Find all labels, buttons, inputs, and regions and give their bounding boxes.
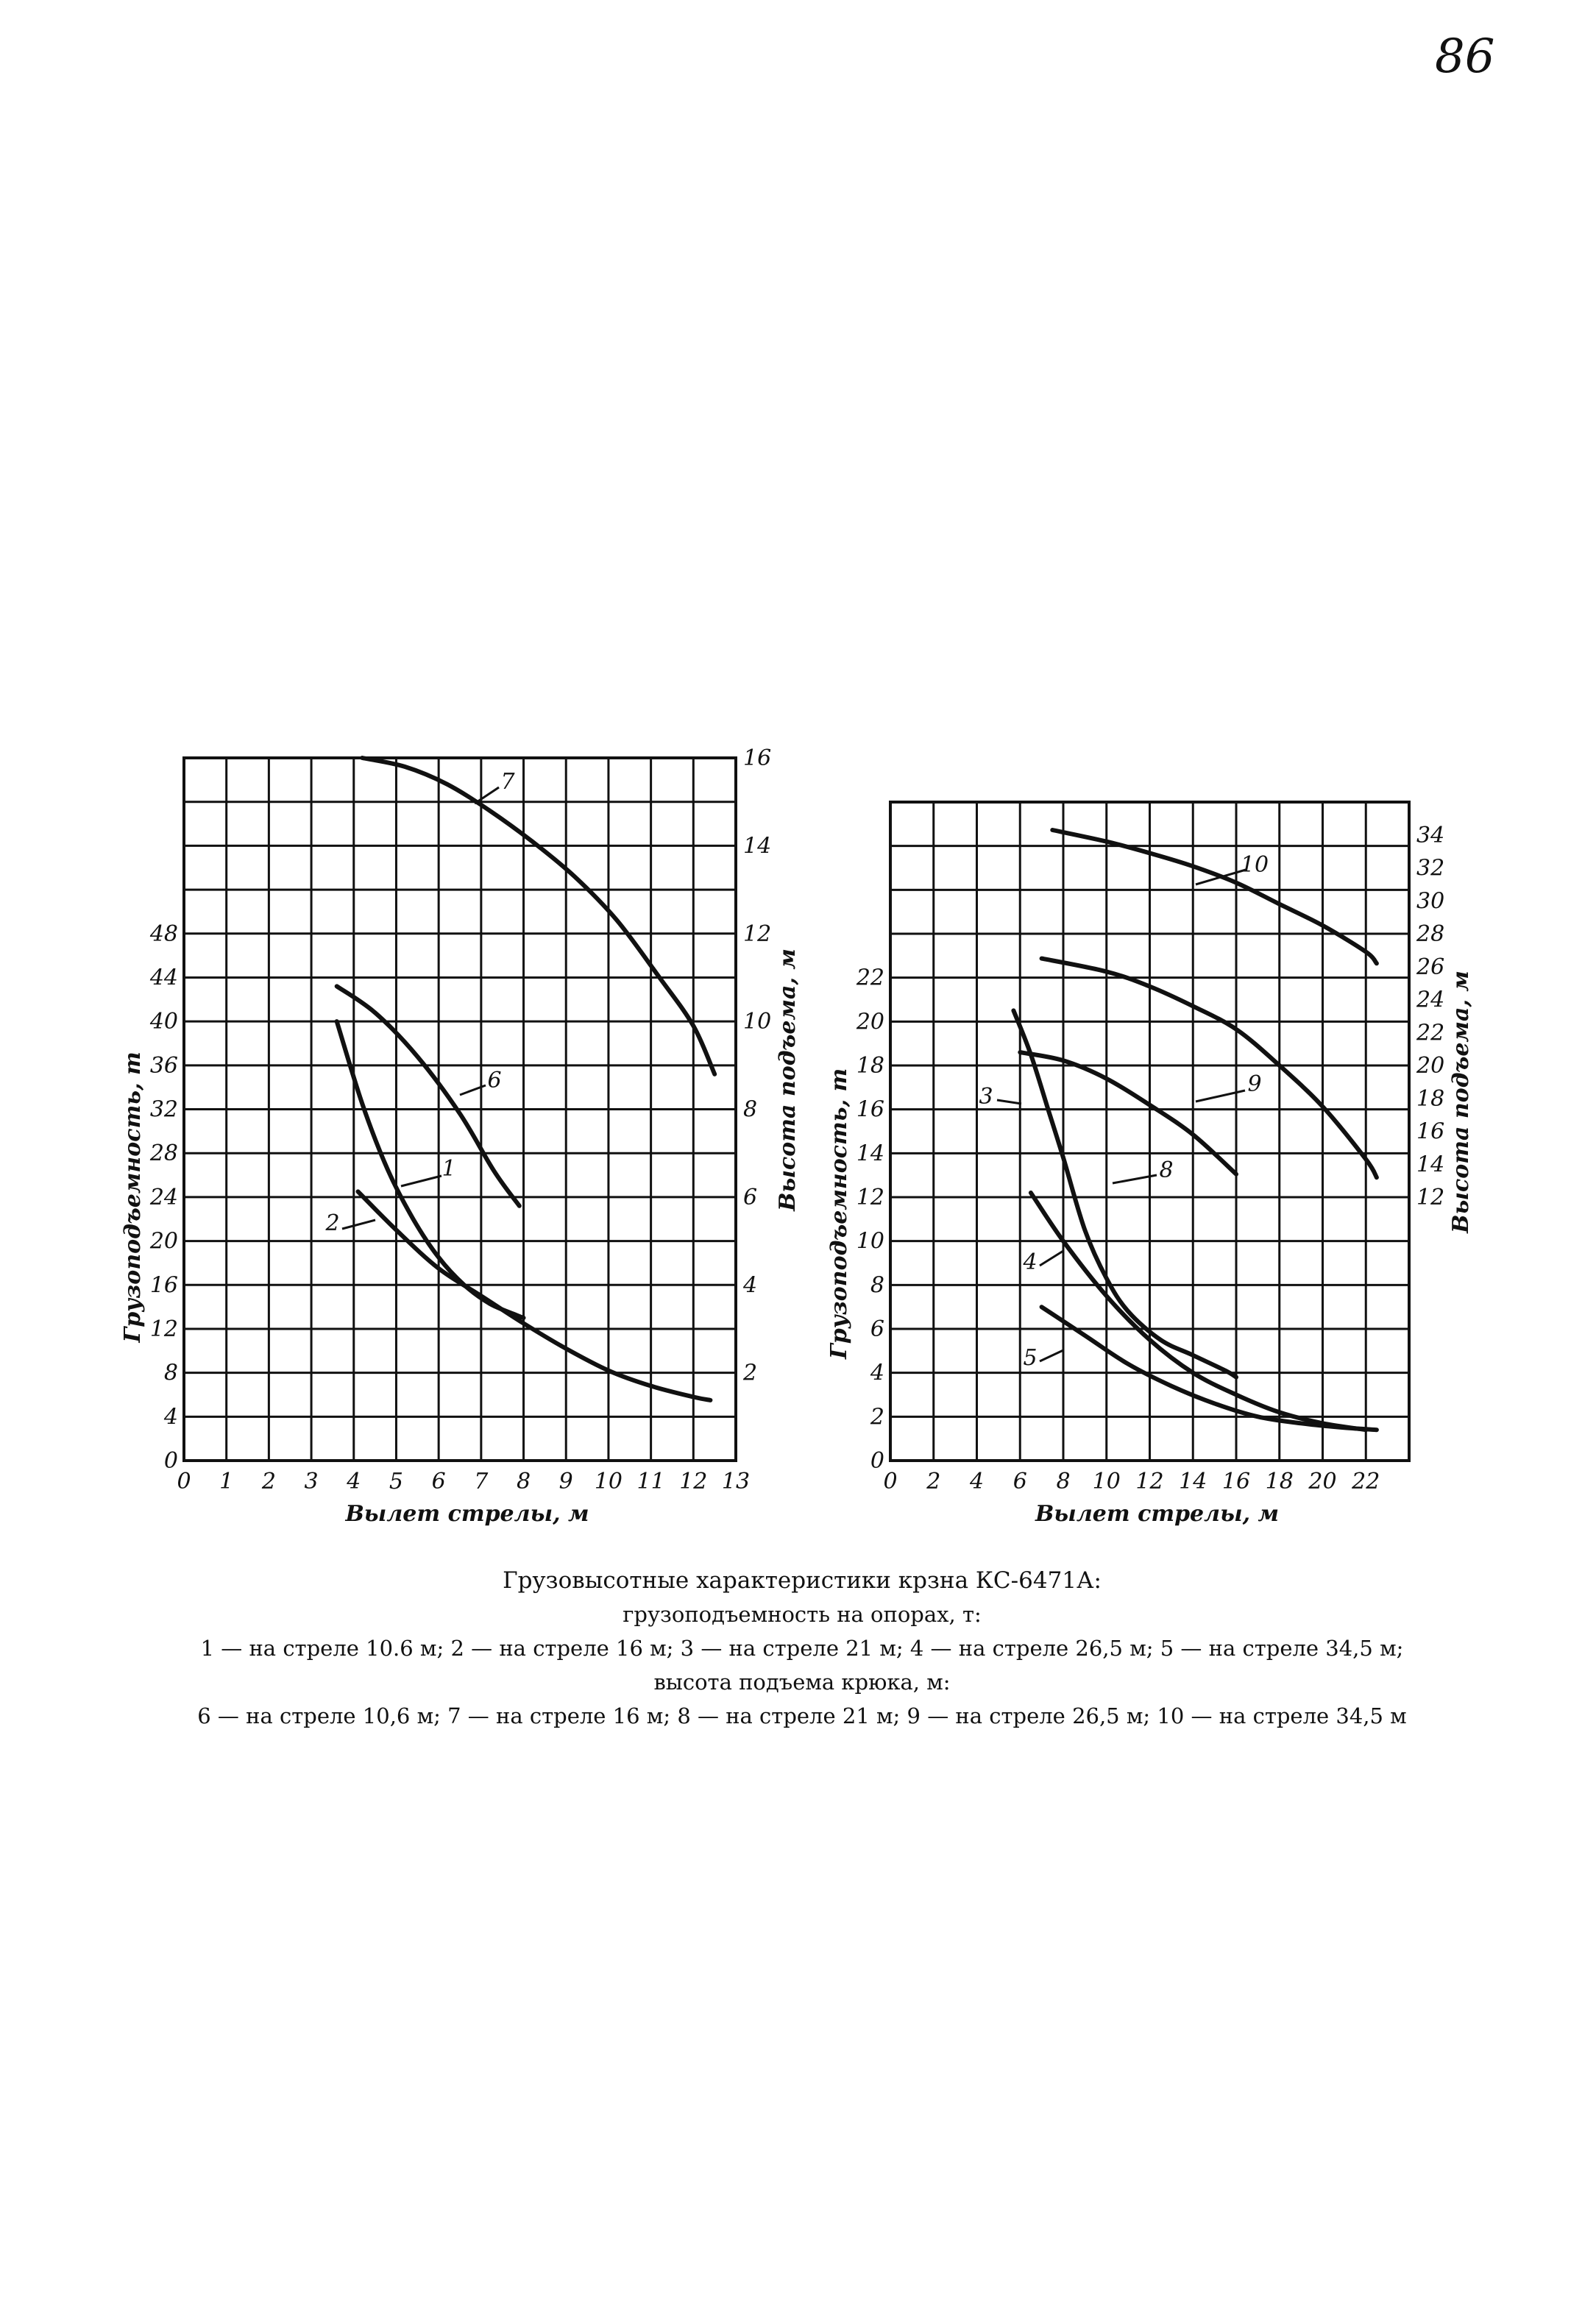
y-left-tick-label: 2 (870, 1404, 884, 1430)
x-tick-label: 12 (679, 1469, 708, 1494)
y-right-tick-label: 26 (1416, 954, 1445, 980)
x-tick-label: 6 (431, 1469, 446, 1494)
x-tick-label: 7 (474, 1469, 489, 1494)
x-tick-label: 13 (721, 1469, 751, 1494)
y-left-tick-label: 16 (856, 1096, 884, 1123)
curve-label-6: 6 (487, 1068, 502, 1093)
caption-height-heading: высота подъема крюка, м: (653, 1670, 951, 1695)
y-left-tick-label: 20 (856, 1009, 884, 1035)
y-right-tick-label: 8 (743, 1096, 758, 1123)
curve-leader-5 (1040, 1350, 1063, 1361)
y-left-tick-label: 12 (856, 1185, 884, 1210)
x-tick-label: 12 (1135, 1469, 1164, 1494)
curve-leader-2 (342, 1220, 375, 1229)
x-tick-label: 20 (1308, 1469, 1337, 1494)
x-tick-label: 2 (261, 1469, 276, 1494)
right-chart (826, 802, 1474, 1527)
y-right-tick-label: 14 (1416, 1152, 1445, 1178)
curve-5 (1042, 1307, 1377, 1430)
y-right-tick-label: 34 (1416, 822, 1445, 848)
y-left-tick-label: 44 (149, 965, 178, 991)
x-tick-label: 8 (516, 1469, 531, 1494)
y-left-tick-label: 6 (870, 1316, 884, 1342)
x-tick-label: 1 (219, 1469, 234, 1494)
curve-label-1: 1 (441, 1156, 456, 1182)
curve-leader-1 (401, 1176, 441, 1186)
caption-title: Грузовысотные характеристики крзна КС-6471А: (503, 1567, 1102, 1594)
y-right-axis-title: Высота подъема, м (1448, 971, 1474, 1233)
y-right-tick-label: 22 (1416, 1020, 1445, 1046)
curve-7 (362, 758, 714, 1074)
x-tick-label: 16 (1221, 1469, 1251, 1494)
y-left-tick-label: 16 (149, 1272, 178, 1299)
y-left-axis-title: Грузоподъемность, т (120, 1051, 146, 1343)
x-tick-label: 4 (969, 1469, 985, 1494)
y-left-tick-label: 32 (149, 1096, 178, 1123)
curve-label-10: 10 (1240, 852, 1269, 878)
left-chart (120, 745, 801, 1527)
x-tick-label: 8 (1056, 1469, 1071, 1494)
curve-label-8: 8 (1159, 1157, 1174, 1183)
y-left-tick-label: 20 (149, 1228, 178, 1255)
y-left-tick-label: 24 (149, 1184, 178, 1210)
x-tick-label: 11 (636, 1469, 665, 1494)
x-tick-label: 3 (304, 1469, 319, 1494)
curve-9 (1042, 959, 1377, 1178)
y-left-tick-label: 0 (163, 1448, 178, 1474)
x-tick-label: 14 (1179, 1469, 1207, 1494)
x-tick-label: 4 (347, 1469, 361, 1494)
x-tick-label: 22 (1352, 1469, 1380, 1494)
curve-label-5: 5 (1023, 1345, 1038, 1371)
curve-label-4: 4 (1023, 1249, 1038, 1275)
y-right-tick-label: 10 (743, 1009, 772, 1035)
y-left-tick-label: 4 (163, 1404, 178, 1430)
figure-caption (147, 1564, 1457, 1733)
x-tick-label: 10 (594, 1469, 623, 1494)
curve-leader-3 (997, 1100, 1021, 1104)
y-right-tick-label: 18 (1416, 1085, 1445, 1112)
y-right-tick-label: 12 (1416, 1185, 1445, 1210)
y-left-tick-label: 48 (149, 921, 178, 947)
y-right-tick-label: 12 (743, 921, 772, 947)
x-tick-label: 2 (926, 1469, 941, 1494)
x-tick-label: 10 (1092, 1469, 1121, 1494)
y-left-tick-label: 22 (856, 965, 884, 991)
caption-capacity-heading: грузоподъемность на опорах, т: (623, 1602, 982, 1627)
y-right-tick-label: 6 (743, 1184, 758, 1210)
y-left-tick-label: 10 (856, 1228, 884, 1255)
curve-label-3: 3 (979, 1084, 993, 1110)
curve-10 (1052, 830, 1377, 963)
y-left-tick-label: 14 (856, 1141, 884, 1167)
y-right-tick-label: 20 (1416, 1053, 1445, 1079)
y-left-tick-label: 40 (149, 1009, 178, 1035)
x-tick-label: 6 (1012, 1469, 1027, 1494)
curve-label-2: 2 (325, 1210, 340, 1236)
curve-4 (1031, 1193, 1366, 1430)
curve-6 (337, 986, 519, 1205)
x-tick-label: 0 (177, 1469, 191, 1494)
curve-2 (358, 1191, 711, 1400)
y-right-tick-label: 32 (1416, 855, 1445, 882)
x-tick-label: 0 (883, 1469, 898, 1494)
y-right-tick-label: 14 (743, 833, 772, 859)
x-tick-label: 9 (558, 1469, 573, 1494)
y-left-tick-label: 36 (149, 1052, 178, 1079)
caption-height-items: 6 — на стреле 10,6 м; 7 — на стреле 16 м; 8 — на стреле 21 м; 9 — на стреле 26,5 м; 10 — на стреле 34,5 м (197, 1703, 1407, 1728)
y-right-tick-label: 16 (743, 745, 772, 771)
x-tick-label: 5 (389, 1469, 404, 1494)
y-right-tick-label: 24 (1416, 987, 1445, 1013)
curve-8 (1020, 1052, 1236, 1174)
y-left-tick-label: 8 (163, 1360, 178, 1386)
y-left-tick-label: 28 (149, 1141, 178, 1167)
y-right-tick-label: 4 (743, 1272, 758, 1299)
curve-leader-4 (1040, 1251, 1063, 1266)
page-number: 86 (1435, 29, 1495, 84)
y-right-tick-label: 30 (1416, 888, 1445, 915)
y-right-axis-title: Высота подъема, м (775, 948, 801, 1211)
curve-leader-9 (1196, 1090, 1245, 1102)
y-left-tick-label: 12 (149, 1316, 178, 1342)
y-left-tick-label: 4 (870, 1360, 884, 1386)
y-right-tick-label: 2 (743, 1360, 758, 1386)
y-right-tick-label: 16 (1416, 1118, 1445, 1145)
y-left-tick-label: 0 (870, 1448, 884, 1474)
y-left-tick-label: 8 (870, 1272, 884, 1299)
x-axis-title: Вылет стрелы, м (1035, 1501, 1280, 1527)
curve-label-7: 7 (500, 769, 515, 795)
x-tick-label: 18 (1265, 1469, 1294, 1494)
y-left-axis-title: Грузоподъемность, т (826, 1068, 852, 1359)
x-axis-title: Вылет стрелы, м (345, 1501, 589, 1527)
caption-capacity-items: 1 — на стреле 10.6 м; 2 — на стреле 16 м; 3 — на стреле 21 м; 4 — на стреле 26,5 м; 5 — на стреле 34,5 м; (200, 1636, 1404, 1661)
curve-label-9: 9 (1247, 1071, 1262, 1097)
y-left-tick-label: 18 (856, 1053, 884, 1079)
y-right-tick-label: 28 (1416, 921, 1445, 947)
